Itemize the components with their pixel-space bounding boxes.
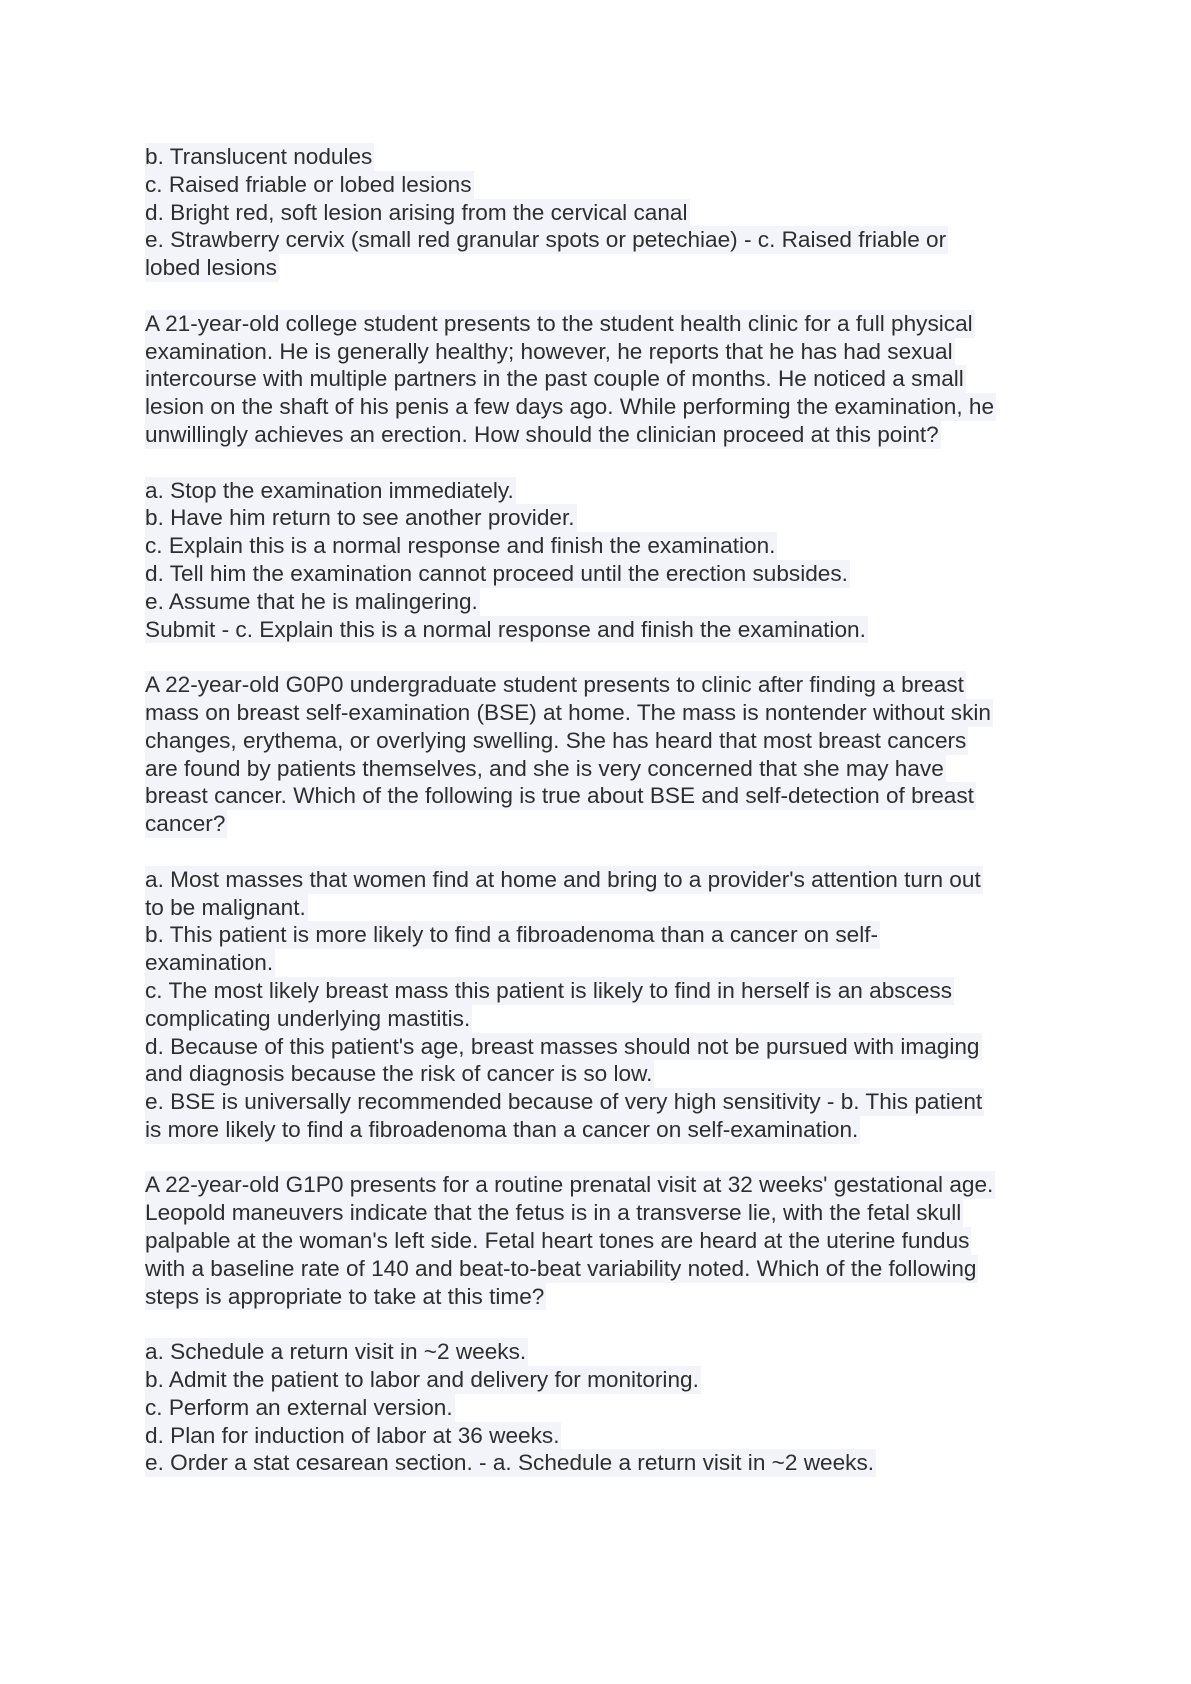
text-line: to be malignant. bbox=[145, 894, 306, 920]
text-line: b. This patient is more likely to find a fibroadenoma than a cancer on self- bbox=[145, 922, 879, 948]
text-line: mass on breast self-examination (BSE) at home. The mass is nontender without skin bbox=[145, 699, 991, 725]
text-line: c. The most likely breast mass this patient is likely to find in herself is an abscess bbox=[145, 977, 953, 1003]
text-line: examination. He is generally healthy; however, he reports that he has had sexual bbox=[145, 338, 953, 364]
text-line: d. Plan for induction of labor at 36 weeks. bbox=[145, 1422, 560, 1448]
question-stem bbox=[145, 1171, 1075, 1310]
answer-options bbox=[145, 866, 1075, 1144]
text-line: is more likely to find a fibroadenoma than a cancer on self-examination. bbox=[145, 1116, 859, 1142]
text-line: c. Perform an external version. bbox=[145, 1394, 453, 1420]
text-line: palpable at the woman's left side. Fetal heart tones are heard at the uterine fundus bbox=[145, 1228, 970, 1254]
text-line: e. Assume that he is malingering. bbox=[145, 588, 478, 614]
text-line: A 22-year-old G0P0 undergraduate student presents to clinic after finding a breast bbox=[145, 672, 964, 698]
text-line: a. Stop the examination immediately. bbox=[145, 477, 514, 503]
text-line: b. Admit the patient to labor and delivery for monitoring. bbox=[145, 1367, 699, 1393]
text-line: complicating underlying mastitis. bbox=[145, 1005, 471, 1031]
text-line: d. Tell him the examination cannot proceed until the erection subsides. bbox=[145, 560, 848, 586]
text-line: breast cancer. Which of the following is true about BSE and self-detection of breast bbox=[145, 783, 974, 809]
text-line: are found by patients themselves, and she is very concerned that she may have bbox=[145, 755, 944, 781]
text-line: cancer? bbox=[145, 811, 226, 837]
text-line: e. Strawberry cervix (small red granular spots or petechiae) - c. Raised friable or bbox=[145, 227, 947, 253]
document-body bbox=[145, 143, 1075, 1505]
text-line: d. Bright red, soft lesion arising from the cervical canal bbox=[145, 199, 688, 225]
text-line: d. Because of this patient's age, breast masses should not be pursued with imaging bbox=[145, 1033, 980, 1059]
text-line: lobed lesions bbox=[145, 255, 277, 281]
question-stem bbox=[145, 671, 1075, 838]
text-line: Leopold maneuvers indicate that the fetus is in a transverse lie, with the fetal skull bbox=[145, 1200, 962, 1226]
text-line: with a baseline rate of 140 and beat-to-beat variability noted. Which of the following bbox=[145, 1255, 977, 1281]
text-line: c. Explain this is a normal response and finish the examination. bbox=[145, 533, 776, 559]
text-line: a. Schedule a return visit in ~2 weeks. bbox=[145, 1339, 527, 1365]
question-stem bbox=[145, 310, 1075, 449]
text-line: b. Translucent nodules bbox=[145, 144, 373, 169]
text-line: e. BSE is universally recommended because of very high sensitivity - b. This patient bbox=[145, 1089, 983, 1115]
answer-options bbox=[145, 477, 1075, 644]
text-line: c. Raised friable or lobed lesions bbox=[145, 171, 472, 197]
text-line: e. Order a stat cesarean section. - a. Schedule a return visit in ~2 weeks. bbox=[145, 1450, 875, 1476]
text-line: lesion on the shaft of his penis a few days ago. While performing the examination, he bbox=[145, 394, 995, 420]
text-line: changes, erythema, or overlying swelling. She has heard that most breast cancers bbox=[145, 727, 967, 753]
text-line: Submit - c. Explain this is a normal response and finish the examination. bbox=[145, 616, 866, 642]
text-line: A 22-year-old G1P0 presents for a routine prenatal visit at 32 weeks' gestational age. bbox=[145, 1172, 994, 1198]
text-line: intercourse with multiple partners in the past couple of months. He noticed a small bbox=[145, 366, 964, 392]
text-line: b. Have him return to see another provider. bbox=[145, 505, 575, 531]
answer-options bbox=[145, 1338, 1075, 1477]
text-line: a. Most masses that women find at home and bring to a provider's attention turn out bbox=[145, 866, 981, 892]
text-line: A 21-year-old college student presents to the student health clinic for a full physical bbox=[145, 310, 973, 336]
text-line: examination. bbox=[145, 950, 274, 976]
answer-options-continued bbox=[145, 143, 1075, 282]
text-line: unwillingly achieves an erection. How should the clinician proceed at this point? bbox=[145, 421, 939, 447]
text-line: and diagnosis because the risk of cancer is so low. bbox=[145, 1061, 653, 1087]
text-line: steps is appropriate to take at this time? bbox=[145, 1283, 545, 1309]
